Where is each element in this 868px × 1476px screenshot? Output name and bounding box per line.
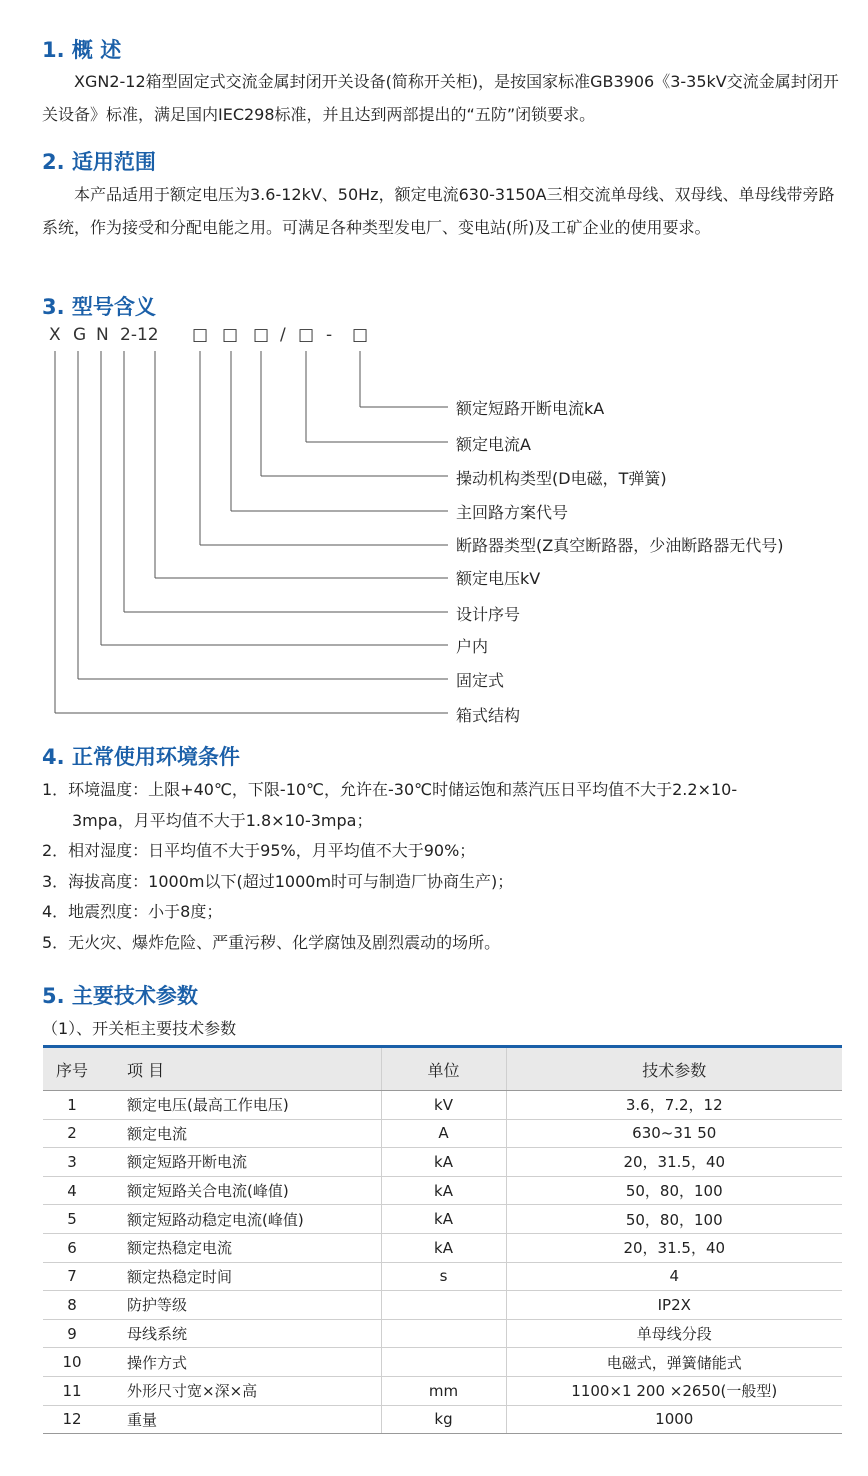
column-header: 技术参数 — [506, 1047, 842, 1091]
cell: 1 — [43, 1091, 101, 1120]
table-row — [43, 1376, 842, 1405]
model-char: X — [49, 325, 61, 345]
cell: 额定短路动稳定电流(峰值) — [101, 1205, 381, 1234]
cell: 额定短路关合电流(峰值) — [101, 1176, 381, 1205]
cell: 额定电压(最高工作电压) — [101, 1091, 381, 1120]
table-row — [43, 1262, 842, 1291]
model-char: □ — [192, 325, 209, 345]
cell: 20，31.5，40 — [506, 1233, 842, 1262]
legend-item: 箱式结构 — [456, 706, 521, 725]
cell: 外形尺寸宽×深×高 — [101, 1376, 381, 1405]
cell: 1000 — [506, 1405, 842, 1434]
column-header: 单位 — [381, 1047, 506, 1091]
cell: A — [381, 1119, 506, 1148]
cell: 5 — [43, 1205, 101, 1234]
cell: 10 — [43, 1348, 101, 1377]
model-char: N — [96, 325, 109, 345]
cell: 操作方式 — [101, 1348, 381, 1377]
cell: 防护等级 — [101, 1291, 381, 1320]
cell — [381, 1291, 506, 1320]
model-char: □ — [352, 325, 369, 345]
cell: mm — [381, 1376, 506, 1405]
cell: 50，80，100 — [506, 1176, 842, 1205]
legend-item: 设计序号 — [456, 605, 521, 624]
section-1-title: 1. 概 述 — [42, 38, 122, 62]
table-row — [43, 1291, 842, 1320]
cell: 额定电流 — [101, 1119, 381, 1148]
column-header: 序号 — [43, 1047, 101, 1091]
table-row — [43, 1233, 842, 1262]
section-4-title: 4. 正常使用环境条件 — [42, 745, 240, 769]
cell: 4 — [43, 1176, 101, 1205]
legend-item: 断路器类型(Z真空断路器，少油断路器无代号) — [456, 536, 784, 555]
cell: kV — [381, 1091, 506, 1120]
section-3-title: 3. 型号含义 — [42, 295, 156, 319]
cell: 额定短路开断电流 — [101, 1148, 381, 1177]
section-5-title: 5. 主要技术参数 — [42, 984, 198, 1008]
cell: 3 — [43, 1148, 101, 1177]
list-item: 3．海拔高度：1000m以下(超过1000m时可与制造厂协商生产)； — [42, 871, 514, 891]
legend-item: 固定式 — [456, 671, 505, 690]
cell: kA — [381, 1233, 506, 1262]
cell — [381, 1348, 506, 1377]
table-row — [43, 1091, 842, 1120]
cell: 12 — [43, 1405, 101, 1434]
cell: kA — [381, 1205, 506, 1234]
cell: 7 — [43, 1262, 101, 1291]
cell: 50，80，100 — [506, 1205, 842, 1234]
list-item: 1．环境温度：上限+40℃，下限-10℃，允许在-30℃时储运饱和蒸汽压日平均值不大于2.2×10- — [42, 780, 738, 799]
list-item: 3mpa，月平均值不大于1.8×10-3mpa； — [72, 810, 373, 830]
table-header-row — [43, 1047, 842, 1091]
model-char: 2-12 — [120, 325, 159, 345]
list-item: 2．相对湿度：日平均值不大于95%，月平均值不大于90%； — [42, 841, 476, 860]
table-row — [43, 1319, 842, 1348]
model-char: □ — [253, 325, 270, 345]
cell: 6 — [43, 1233, 101, 1262]
cell: 电磁式，弹簧储能式 — [506, 1348, 842, 1377]
cell: IP2X — [506, 1291, 842, 1320]
cell: 1100×1 200 ×2650(一般型) — [506, 1376, 842, 1405]
cell: 额定热稳定电流 — [101, 1233, 381, 1262]
spec-table — [43, 1045, 842, 1434]
cell: 额定热稳定时间 — [101, 1262, 381, 1291]
legend-item: 额定电流A — [456, 435, 531, 454]
cell: 8 — [43, 1291, 101, 1320]
table-row — [43, 1176, 842, 1205]
model-char: □ — [222, 325, 239, 345]
section-2-title: 2. 适用范围 — [42, 150, 156, 174]
model-char: □ — [298, 325, 315, 345]
legend-item: 额定短路开断电流kA — [456, 399, 605, 418]
cell: 4 — [506, 1262, 842, 1291]
column-header: 项 目 — [101, 1047, 381, 1091]
cell: 母线系统 — [101, 1319, 381, 1348]
cell: 11 — [43, 1376, 101, 1405]
legend-item: 主回路方案代号 — [456, 503, 569, 522]
model-char: G — [73, 325, 87, 345]
list-item: 5．无火灾、爆炸危险、严重污秽、化学腐蚀及剧烈震动的场所。 — [42, 932, 501, 952]
cell: 2 — [43, 1119, 101, 1148]
cell: kA — [381, 1148, 506, 1177]
cell: 630~31 50 — [506, 1119, 842, 1148]
legend-item: 操动机构类型(D电磁，T弹簧) — [456, 469, 667, 488]
table-row — [43, 1148, 842, 1177]
model-connector-lines — [0, 320, 868, 720]
table-row — [43, 1119, 842, 1148]
table-row — [43, 1348, 842, 1377]
model-char: - — [326, 325, 333, 345]
table-row — [43, 1205, 842, 1234]
cell — [381, 1319, 506, 1348]
legend-item: 户内 — [456, 637, 489, 656]
cell: kg — [381, 1405, 506, 1434]
conditions-list — [42, 775, 842, 958]
legend-item: 额定电压kV — [456, 569, 541, 588]
cell: s — [381, 1262, 506, 1291]
cell: 3.6，7.2，12 — [506, 1091, 842, 1120]
list-item: 4．地震烈度：小于8度； — [42, 902, 223, 921]
cell: 单母线分段 — [506, 1319, 842, 1348]
cell: 20，31.5，40 — [506, 1148, 842, 1177]
model-char: / — [280, 325, 286, 345]
table-subtitle: （1）、开关柜主要技术参数 — [42, 1019, 237, 1038]
cell: kA — [381, 1176, 506, 1205]
table-row — [43, 1405, 842, 1434]
cell: 9 — [43, 1319, 101, 1348]
cell: 重量 — [101, 1405, 381, 1434]
section-2-text: 本产品适用于额定电压为3.6-12kV、50Hz，额定电流630-3150A三相交流单母线、双母线、单母线带旁路系统，作为接受和分配电能之用。可满足各种类型发电厂、变电站(所)及工矿企业的使用要求。 — [42, 185, 835, 237]
section-1-text: XGN2-12箱型固定式交流金属封闭开关设备(简称开关柜)，是按国家标准GB3906《3-35kV交流金属封闭开关设备》标准，满足国内IEC298标准，并且达到两部提出的“五防”闭锁要求。 — [42, 72, 839, 124]
